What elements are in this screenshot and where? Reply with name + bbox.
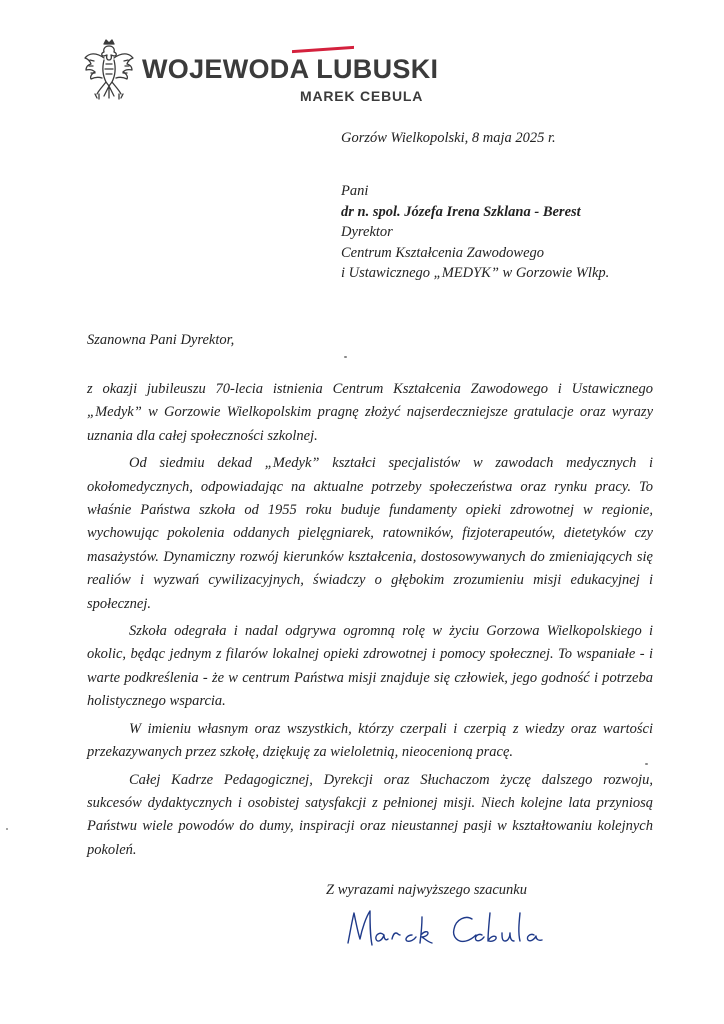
handwritten-signature	[340, 905, 550, 957]
paragraph-3: Szkoła odegrała i nadal odgrywa ogromną rolę w życiu Gorzowa Wielkopolskiego i okolic, będąc jednym z filarów lokalnej opieki zdrowotnej i pomocy społecznej. To wspaniałe - i warte podkreślenia - że w centrum Państwa misji znajduje się człowiek, jego godność i potrzeba holistycznego wsparcia.	[87, 623, 653, 710]
scan-speck	[6, 828, 8, 830]
paragraph-4: W imieniu własnym oraz wszystkich, którzy czerpali i czerpią z wiedzy oraz wartości przekazywanych przez szkołę, dziękuję za wieloletnią, nieocenioną pracę.	[87, 720, 653, 761]
place-date: Gorzów Wielkopolski, 8 maja 2025 r.	[341, 130, 556, 146]
paragraph-1: z okazji jubileuszu 70-lecia istnienia Centrum Kształcenia Zawodowego i Ustawicznego „Medyk” w Gorzowie Wielkopolskim pragnę złożyć najserdeczniejsze gratulacje oraz wyrazy uznania dla całej społeczności szkolnej.	[87, 381, 653, 444]
recipient-institution-line2: i Ustawicznego „MEDYK” w Gorzowie Wlkp.	[341, 265, 610, 281]
letter-body	[87, 378, 653, 866]
recipient-block	[341, 181, 609, 284]
scan-speck	[645, 763, 648, 765]
scan-speck	[344, 356, 347, 358]
letterhead-title: WOJEWODA LUBUSKI	[142, 54, 439, 84]
recipient-name: dr n. spol. Józefa Irena Szklana - Berest	[341, 203, 581, 220]
eagle-emblem-icon	[82, 38, 136, 102]
accent-stripe	[292, 46, 354, 53]
letterhead-person: MAREK CEBULA	[300, 88, 424, 104]
closing-line: Z wyrazami najwyższego szacunku	[326, 882, 527, 898]
recipient-role: Dyrektor	[341, 224, 393, 240]
paragraph-5: Całej Kadrze Pedagogicznej, Dyrekcji oraz Słuchaczom życzę dalszego rozwoju, sukcesów dydaktycznych i osobistej satysfakcji z pełnionej misji. Niech kolejne lata przyniosą Państwu wiele powodów do dumy, inspiracji oraz nieustannej pasji w kształtowaniu kolejnych pokoleń.	[87, 771, 653, 858]
paragraph-2: Od siedmiu dekad „Medyk” kształci specjalistów w zawodach medycznych i okołomedycznych, odpowiadając na aktualne potrzeby społeczeństwa oraz rynku pracy. To właśnie Państwa szkoła od 1955 roku buduje fundamenty opieki zdrowotnej w regionie, wychowując pokolenia oddanych pielęgniarek, ratowników, fizjoterapeutów, dietetyków czy masażystów. Dynamiczny rozwój kierunków kształcenia, dostosowywanych do zmieniających się realiów i wyzwań cywilizacyjnych, świadczy o głębokim zrozumieniu misji edukacyjnej i społecznej.	[87, 455, 653, 612]
recipient-institution-line1: Centrum Kształcenia Zawodowego	[341, 244, 545, 261]
recipient-greeting: Pani	[341, 183, 369, 199]
salutation: Szanowna Pani Dyrektor,	[87, 332, 235, 348]
